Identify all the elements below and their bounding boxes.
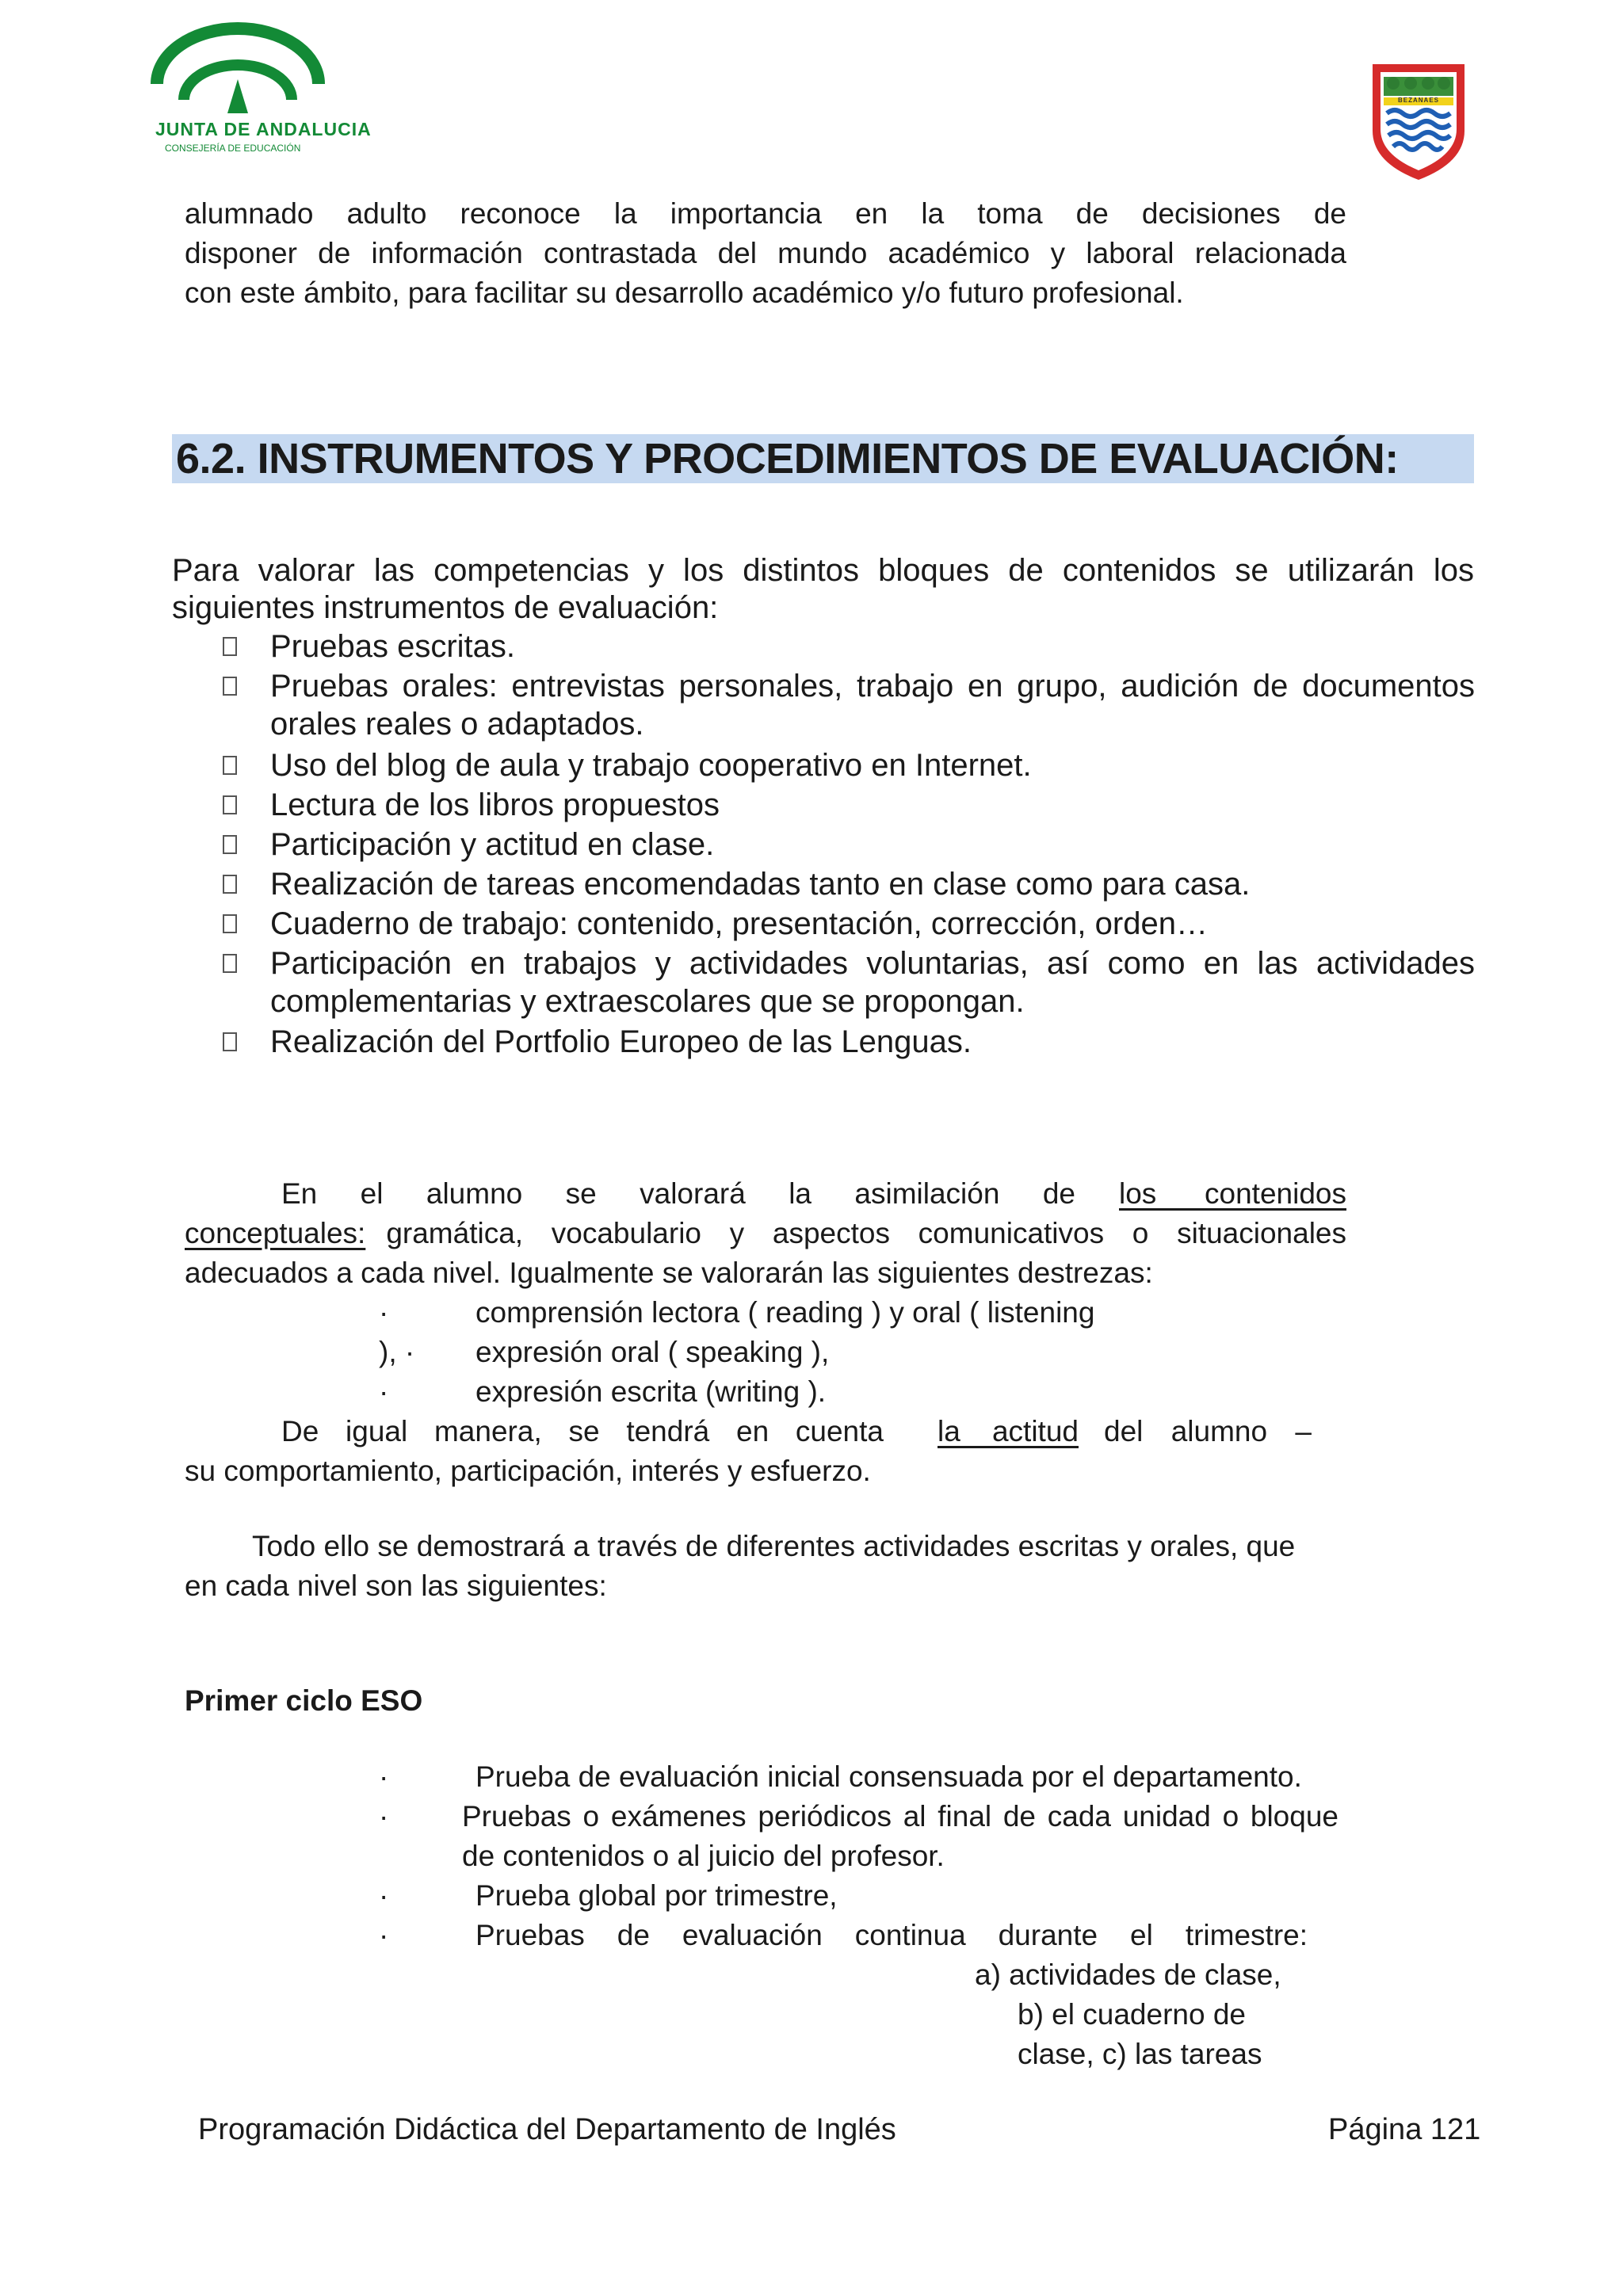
list-item-text: Lectura de los libros propuestos	[270, 788, 720, 822]
skill-marker: ), ·	[379, 1336, 415, 1368]
skill-item	[379, 1372, 388, 1412]
cycle-subitem: a) actividades de clase,	[975, 1958, 1281, 1991]
cycle-item-marker: ·	[379, 1800, 389, 1833]
cycle-item-text: Prueba de evaluación inicial consensuada por el departamento.	[475, 1760, 1302, 1793]
cycle-item-text: Prueba global por trimestre,	[475, 1879, 838, 1912]
checkbox-bullet-icon	[223, 954, 237, 973]
crest-shield-icon	[1369, 59, 1468, 182]
list-item-text: Participación en trabajos y actividades voluntarias, así como en las actividades	[270, 946, 1475, 981]
attitude-line-1-text: De igual manera, se tendrá en cuenta	[281, 1415, 884, 1447]
attitude-line-2: su comportamiento, participación, interés y esfuerzo.	[185, 1455, 871, 1487]
skill-item	[379, 1333, 414, 1372]
list-item-text: Participación y actitud en clase.	[270, 827, 715, 862]
assessment-line-3: adecuados a cada nivel. Igualmente se valorarán las siguientes destrezas:	[185, 1257, 1153, 1289]
attitude-line-1	[281, 1412, 1312, 1451]
cycle-item-text: Pruebas de evaluación continua durante el trimestre:	[475, 1919, 1308, 1951]
checkbox-bullet-icon	[223, 875, 237, 894]
contenidos-underlined: los contenidos	[1119, 1177, 1346, 1210]
skill-marker: ·	[379, 1375, 389, 1408]
skill-item	[379, 1293, 388, 1333]
checkbox-bullet-icon	[223, 1032, 237, 1051]
instruments-lead-line-1: Para valorar las competencias y los distintos bloques de contenidos se utilizarán los	[172, 553, 1474, 588]
cycle-item-marker: ·	[379, 1919, 389, 1951]
intro-line-2: disponer de información contrastada del mundo académico y laboral relacionada	[185, 237, 1346, 269]
crest-text: BEZANAES	[1397, 97, 1439, 104]
cycle-item-text: Pruebas o exámenes periódicos al final de cada unidad o bloque	[462, 1800, 1338, 1833]
cycle-item-text-continuation: de contenidos o al juicio del profesor.	[462, 1840, 945, 1872]
checkbox-bullet-icon	[223, 677, 237, 696]
school-crest-logo	[1369, 59, 1468, 182]
intro-line-3: con este ámbito, para facilitar su desarrollo académico y/o futuro profesional.	[185, 277, 1184, 309]
actitud-underlined: la actitud	[938, 1415, 1079, 1447]
list-item-text: complementarias y extraescolares que se propongan.	[270, 984, 1025, 1019]
cycle-subitem: b) el cuaderno de	[1018, 1998, 1246, 2031]
junta-andalucia-logo	[151, 22, 372, 161]
list-item-text: Cuaderno de trabajo: contenido, presentación, corrección, orden…	[270, 906, 1208, 941]
attitude-line-1-tail: del alumno –	[1104, 1415, 1312, 1447]
intro-line-1: alumnado adulto reconoce la importancia en la toma de decisiones de	[185, 197, 1346, 230]
cycle-item-marker: ·	[379, 1760, 389, 1793]
checkbox-bullet-icon	[223, 835, 237, 854]
cycle-heading: Primer ciclo ESO	[185, 1684, 423, 1717]
list-item-text: Pruebas escritas.	[270, 629, 516, 664]
cycle-item-marker: ·	[379, 1879, 389, 1912]
summary-line-2: en cada nivel son las siguientes:	[185, 1569, 607, 1602]
junta-logo-line1: JUNTA DE ANDALUCIA	[155, 119, 372, 139]
assessment-line-1	[281, 1174, 1346, 1214]
cycle-subitem: clase, c) las tareas	[1018, 2038, 1262, 2070]
checkbox-bullet-icon	[223, 756, 237, 775]
page-number: Página 121	[1328, 2113, 1481, 2146]
assessment-line-1-text: En el alumno se valorará la asimilación de	[281, 1177, 1075, 1210]
list-item-text: Uso del blog de aula y trabajo cooperativo en Internet.	[270, 748, 1032, 783]
skill-item-text: expresión oral ( speaking ),	[475, 1336, 830, 1368]
list-item-text: Realización de tareas encomendadas tanto en clase como para casa.	[270, 867, 1251, 902]
list-item-text: Realización del Portfolio Europeo de las Lenguas.	[270, 1024, 972, 1059]
summary-line-1: Todo ello se demostrará a través de diferentes actividades escritas y orales, que	[252, 1530, 1296, 1562]
list-item-text: orales reales o adaptados.	[270, 707, 644, 742]
footer-left: Programación Didáctica del Departamento de Inglés	[198, 2113, 896, 2146]
junta-logo-line2: CONSEJERÍA DE EDUCACIÓN	[165, 143, 301, 154]
skill-item-text: comprensión lectora ( reading ) y oral ( listening	[475, 1296, 1095, 1329]
junta-arch-icon	[151, 22, 325, 125]
assessment-line-2-text: gramática, vocabulario y aspectos comunicativos o situacionales	[386, 1217, 1346, 1249]
instruments-lead-line-2: siguientes instrumentos de evaluación:	[172, 590, 719, 625]
assessment-line-2	[185, 1214, 1346, 1253]
checkbox-bullet-icon	[223, 914, 237, 933]
skill-marker: ·	[379, 1296, 389, 1329]
checkbox-bullet-icon	[223, 637, 237, 656]
checkbox-bullet-icon	[223, 795, 237, 814]
conceptuales-underlined: conceptuales:	[185, 1217, 366, 1249]
section-title: 6.2. INSTRUMENTOS Y PROCEDIMIENTOS DE EVALUACIÓN:	[176, 435, 1399, 482]
skill-item-text: expresión escrita (writing ).	[475, 1375, 827, 1408]
list-item-text: Pruebas orales: entrevistas personales, trabajo en grupo, audición de documentos	[270, 669, 1475, 704]
